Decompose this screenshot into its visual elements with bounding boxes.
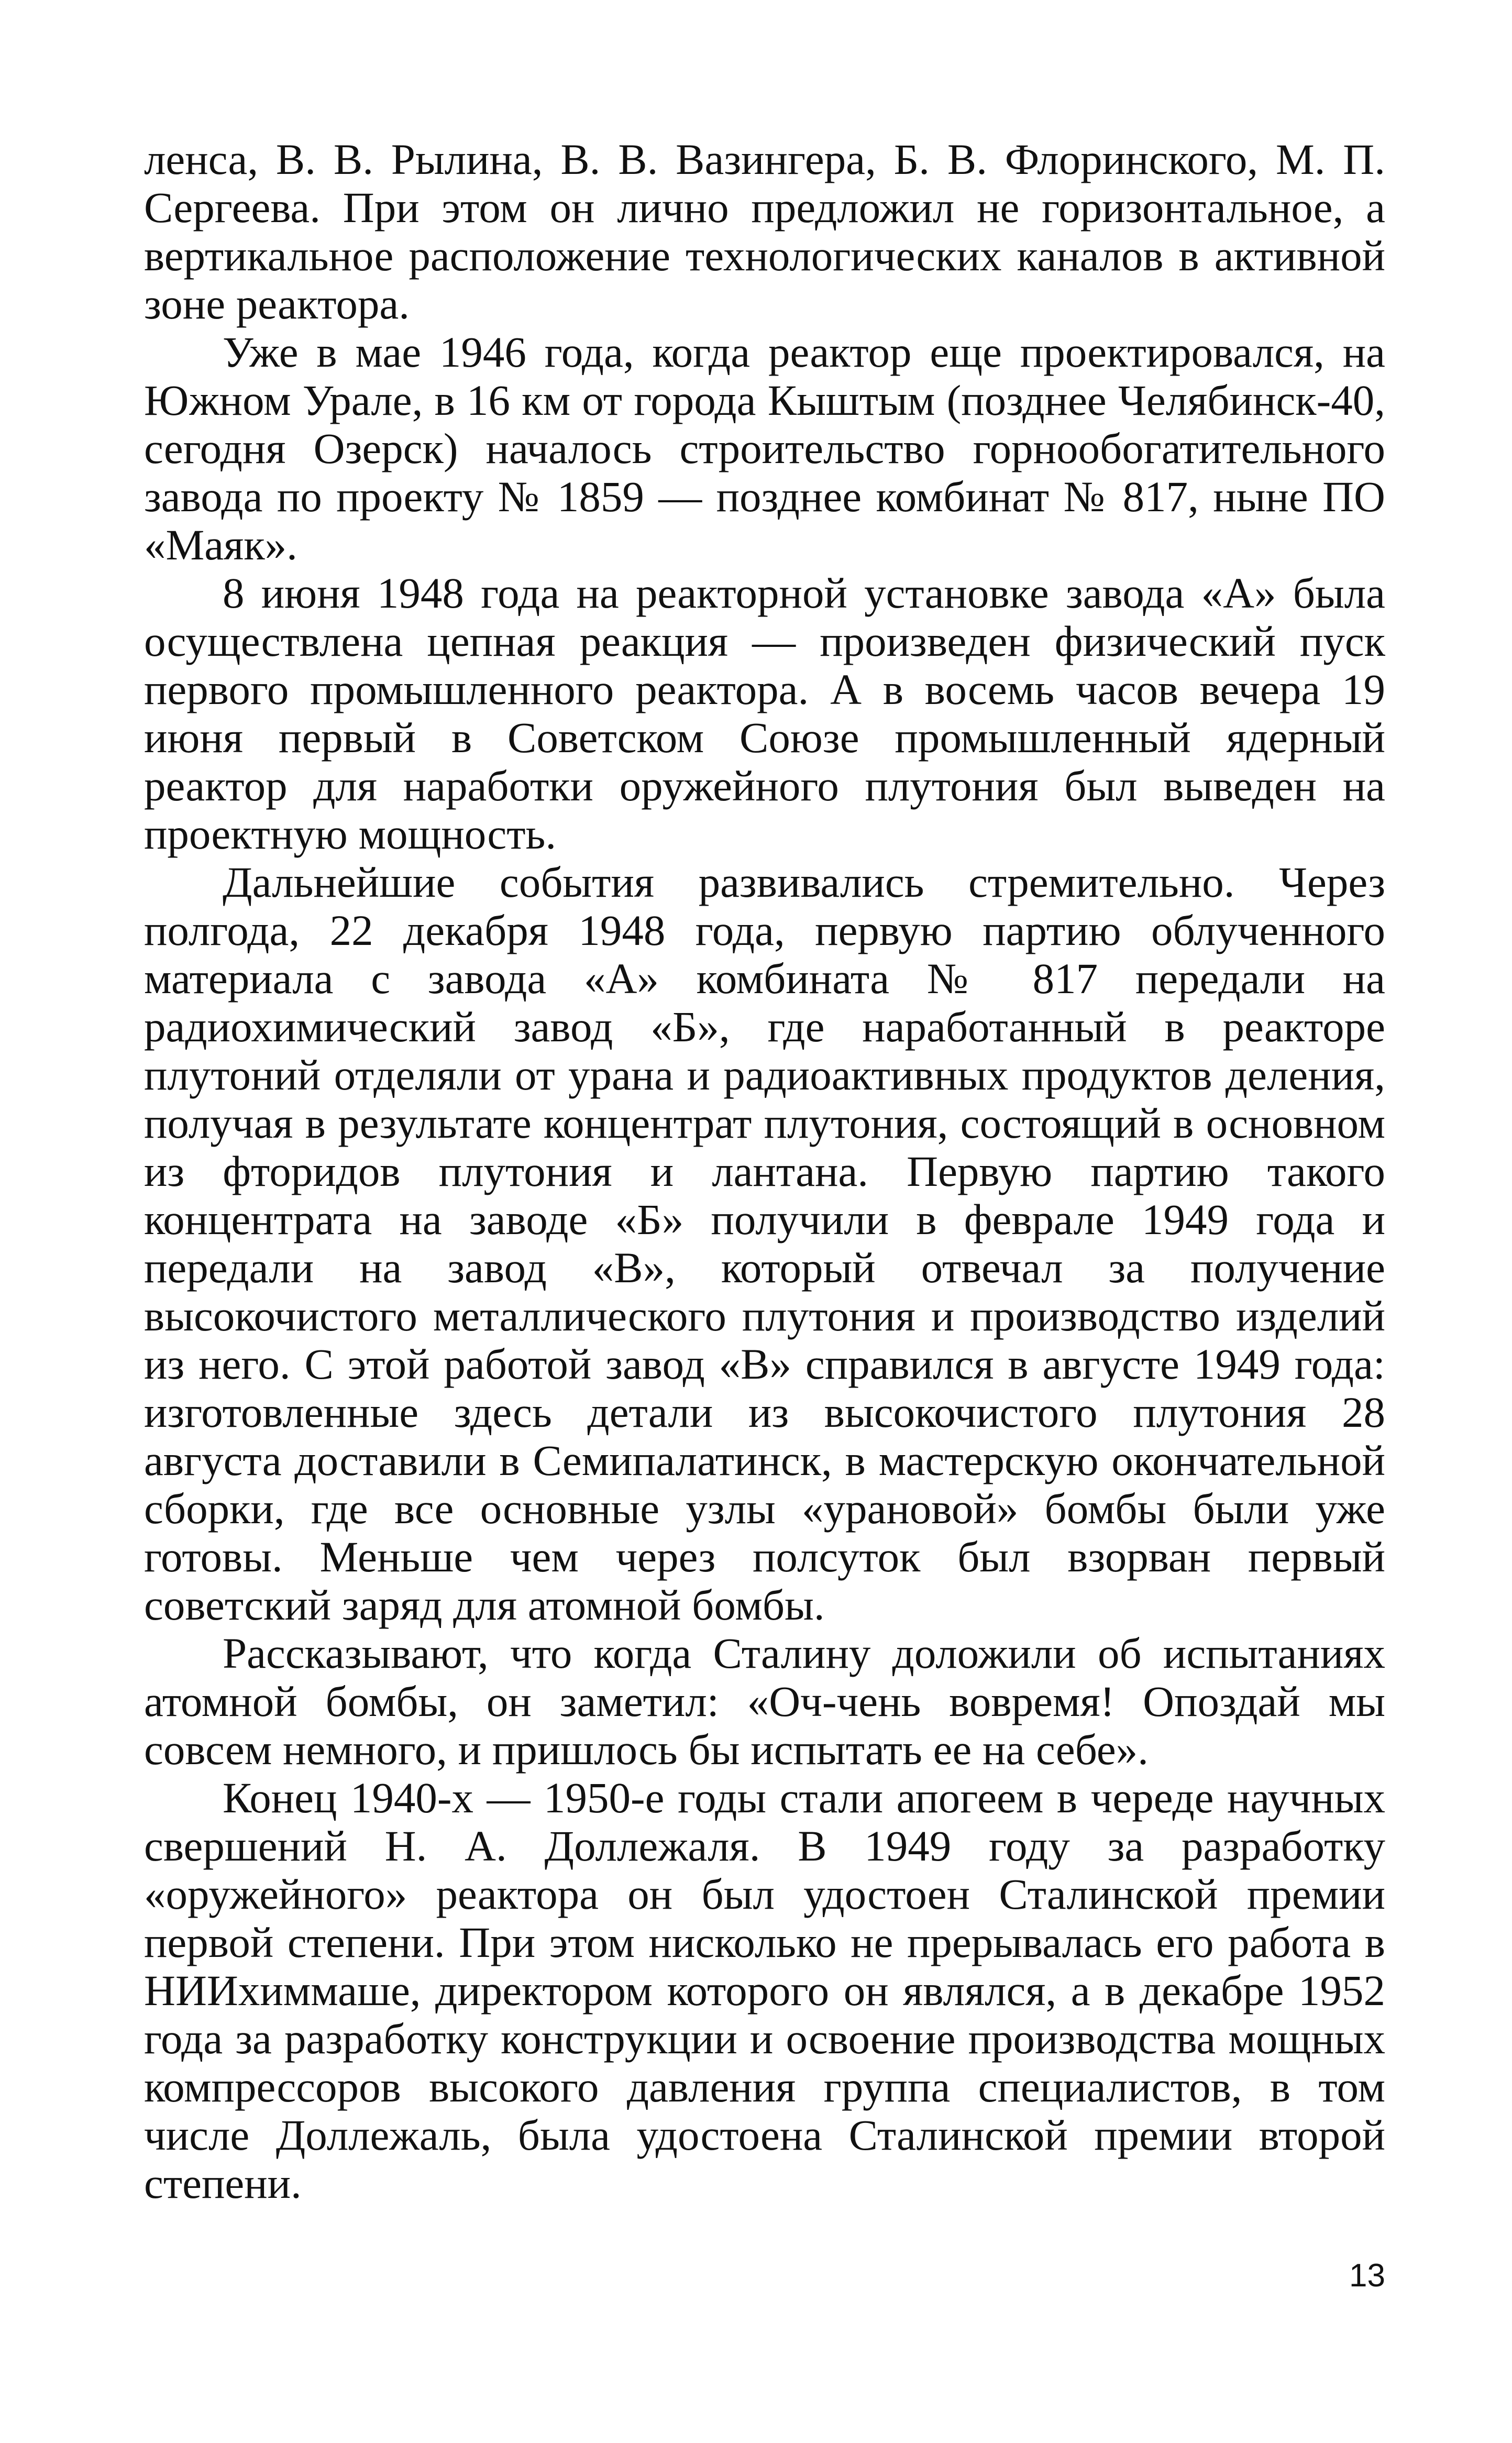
paragraph-5: Рассказывают, что когда Сталину доложили об испытаниях атомной бомбы, он заметил: «Оч-чень вовремя! Опоздай мы совсем немного, и пришлось бы испытать ее на себе». — [144, 1629, 1385, 1774]
paragraph-4: Дальнейшие события развивались стремительно. Через полгода, 22 декабря 1948 года, первую партию облученного материала с завода «А» комбината № 817 передали на радиохимический завод «Б», где наработанный в реакторе плутоний отделяли от урана и радиоактивных продуктов деления, получая в результате концентрат плутония, состоящий в основном из фторидов плутония и лантана. Первую партию такого концентрата на заводе «Б» получили в феврале 1949 года и передали на завод «В», который отвечал за получение высокочистого металлического плутония и производство изделий из него. С этой работой завод «В» справился в августе 1949 года: изготовленные здесь детали из высокочистого плутония 28 августа доставили в Семипалатинск, в мастерскую окончательной сборки, где все основные узлы «урановой» бомбы были уже готовы. Меньше чем через полсуток был взорван первый советский заряд для атомной бомбы. — [144, 858, 1385, 1629]
paragraph-1-continuation: ленса, В. В. Рылина, В. В. Вазингера, Б. В. Флоринского, М. П. Сергеева. При этом он лично предложил не горизонтальное, а вертикальное расположение технологических каналов в активной зоне реактора. — [144, 135, 1385, 328]
paragraph-2: Уже в мае 1946 года, когда реактор еще проектировался, на Южном Урале, в 16 км от города Кыштым (позднее Челябинск-40, сегодня Озерск) началось строительство горнообогатительного завода по проекту № 1859 — позднее комбинат № 817, ныне ПО «Маяк». — [144, 328, 1385, 569]
page-number: 13 — [1349, 2258, 1385, 2294]
paragraph-6: Конец 1940-х — 1950-е годы стали апогеем в череде научных свершений Н. А. Доллежаля. В 1949 году за разработку «оружейного» реактора он был удостоен Сталинской премии первой степени. При этом нисколько не прерывалась его работа в НИИхиммаше, директором которого он являлся, а в декабре 1952 года за разработку конструкции и освоение производства мощных компрессоров высокого давления группа специалистов, в том числе Доллежаль, была удостоена Сталинской премии второй степени. — [144, 1774, 1385, 2207]
body-text — [144, 135, 1385, 2207]
paragraph-3: 8 июня 1948 года на реакторной установке завода «А» была осуществлена цепная реакция — произведен физический пуск первого промышленного реактора. А в восемь часов вечера 19 июня первый в Советском Союзе промышленный ядерный реактор для наработки оружейного плутония был выведен на проектную мощность. — [144, 569, 1385, 858]
